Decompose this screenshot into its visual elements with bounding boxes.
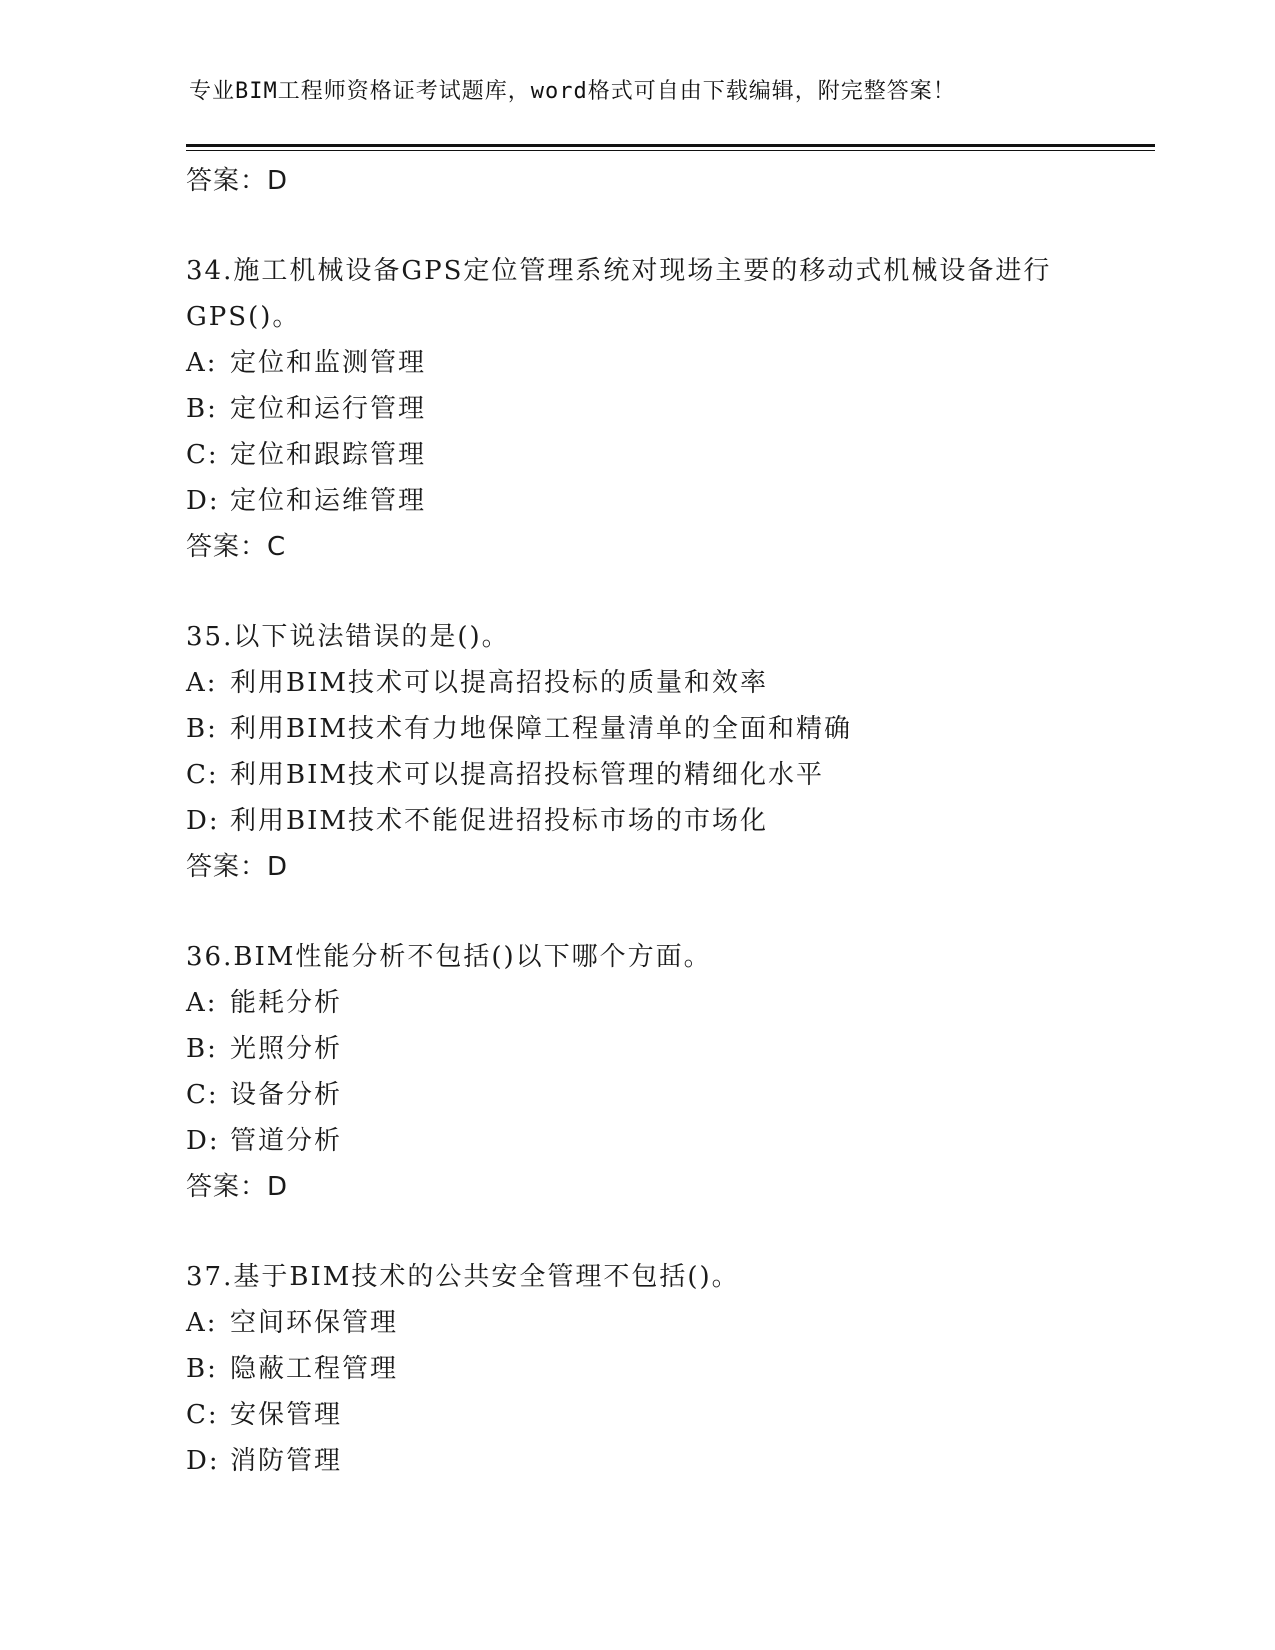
- header-divider-thin: [186, 150, 1155, 151]
- option-text: 设备分析: [230, 1080, 343, 1110]
- option-letter: B:: [186, 714, 218, 744]
- option-c: [186, 1392, 1126, 1438]
- option-text: 消防管理: [230, 1446, 343, 1476]
- header-divider: [186, 144, 1155, 147]
- question-text: 37.基于BIM技术的公共安全管理不包括()。: [186, 1262, 740, 1292]
- option-text: 利用BIM技术可以提高招投标管理的精细化水平: [230, 760, 824, 790]
- option-text: 定位和监测管理: [230, 348, 427, 378]
- question-list: [186, 158, 1126, 1484]
- option-letter: B:: [186, 1354, 218, 1384]
- question-37: [186, 1254, 1126, 1484]
- question-text: 34.施工机械设备GPS定位管理系统对现场主要的移动式机械设备进行GPS()。: [186, 256, 1052, 332]
- option-b: [186, 706, 1126, 752]
- option-b: [186, 386, 1126, 432]
- option-text: 利用BIM技术有力地保障工程量清单的全面和精确: [230, 714, 852, 744]
- option-text: 管道分析: [230, 1126, 343, 1156]
- question-text: 35.以下说法错误的是()。: [186, 622, 510, 652]
- option-letter: D:: [186, 806, 220, 836]
- option-c: [186, 1072, 1126, 1118]
- option-d: [186, 478, 1126, 524]
- option-letter: A:: [186, 988, 218, 1018]
- question-35: [186, 614, 1126, 890]
- option-c: [186, 432, 1126, 478]
- option-text: 利用BIM技术不能促进招投标市场的市场化: [230, 806, 768, 836]
- option-d: [186, 1438, 1126, 1484]
- option-letter: B:: [186, 394, 218, 424]
- page-header: 专业BIM工程师资格证考试题库，word格式可自由下载编辑，附完整答案！: [189, 79, 956, 104]
- option-a: [186, 340, 1126, 386]
- previous-answer: 答案：D: [186, 166, 289, 196]
- option-b: [186, 1026, 1126, 1072]
- option-letter: D:: [186, 1446, 220, 1476]
- answer: 答案：D: [186, 1172, 289, 1202]
- answer: 答案：D: [186, 852, 289, 882]
- option-text: 定位和运行管理: [230, 394, 427, 424]
- option-text: 能耗分析: [230, 988, 343, 1018]
- option-d: [186, 798, 1126, 844]
- option-letter: C:: [186, 440, 219, 470]
- option-b: [186, 1346, 1126, 1392]
- option-a: [186, 980, 1126, 1026]
- option-text: 空间环保管理: [230, 1308, 399, 1338]
- option-letter: A:: [186, 1308, 218, 1338]
- option-text: 安保管理: [230, 1400, 343, 1430]
- option-letter: C:: [186, 760, 219, 790]
- option-c: [186, 752, 1126, 798]
- option-d: [186, 1118, 1126, 1164]
- option-text: 定位和跟踪管理: [230, 440, 427, 470]
- option-letter: A:: [186, 668, 218, 698]
- question-text: 36.BIM性能分析不包括()以下哪个方面。: [186, 942, 712, 972]
- option-letter: A:: [186, 348, 218, 378]
- option-text: 光照分析: [230, 1034, 343, 1064]
- option-letter: D:: [186, 1126, 220, 1156]
- question-36: [186, 934, 1126, 1210]
- question-34: [186, 248, 1126, 570]
- option-letter: B:: [186, 1034, 218, 1064]
- option-letter: C:: [186, 1400, 219, 1430]
- option-text: 利用BIM技术可以提高招投标的质量和效率: [230, 668, 768, 698]
- option-letter: D:: [186, 486, 220, 516]
- option-text: 定位和运维管理: [230, 486, 427, 516]
- option-a: [186, 660, 1126, 706]
- option-letter: C:: [186, 1080, 219, 1110]
- option-a: [186, 1300, 1126, 1346]
- answer: 答案：C: [186, 532, 287, 562]
- option-text: 隐蔽工程管理: [230, 1354, 399, 1384]
